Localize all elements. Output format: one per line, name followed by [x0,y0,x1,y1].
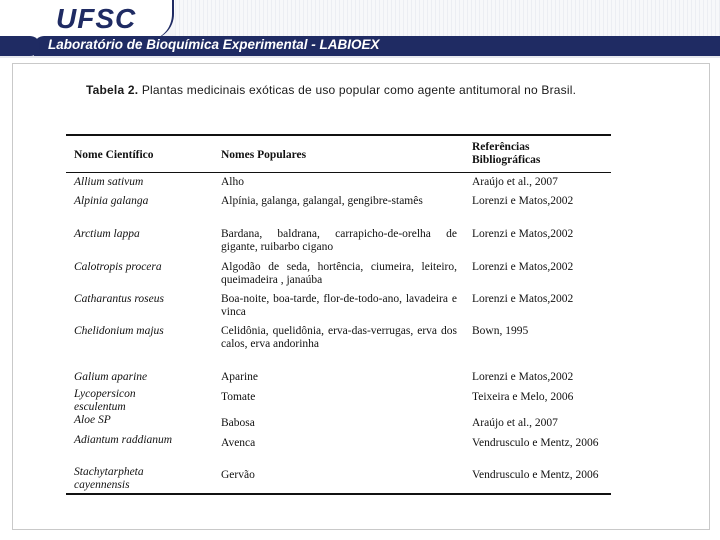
cell-reference: Araújo et al., 2007 [472,417,558,429]
table-top-rule [66,134,611,136]
cell-scientific: Adiantum raddianum [74,434,173,446]
cell-scientific: Catharantus roseus [74,293,164,305]
cell-reference: Lorenzi e Matos,2002 [472,293,574,305]
cell-reference: Lorenzi e Matos,2002 [472,371,574,383]
cell-scientific: Arctium lappa [74,228,140,240]
header-references: Referências Bibliográficas [472,141,541,166]
cell-scientific: Galium aparine [74,371,148,383]
cell-scientific: Aloe SP [74,414,111,426]
table-bottom-rule [66,493,611,495]
cell-popular: Alpínia, galanga, galangal, gengibre-stamês [221,195,423,207]
header-pattern [175,0,720,40]
caption-label: Tabela 2. [86,83,139,97]
cell-popular: Bardana, baldrana, carrapicho-de-orelha de gigante, ruibarbo cigano [221,228,457,253]
cell-popular: Boa-noite, boa-tarde, flor-de-todo-ano, lavadeira e vinca [221,293,457,318]
table-header-rule [66,172,611,173]
table-caption [86,81,606,100]
logo-container [0,0,174,40]
cell-popular: Alho [221,176,244,188]
lab-title-bar-accent [0,36,40,56]
cell-popular: Gervão [221,469,255,481]
caption-text: Plantas medicinais exóticas de uso popular como agente antitumoral no Brasil. [141,83,577,97]
header-popular-names: Nomes Populares [221,149,307,161]
cell-scientific: Allium sativum [74,176,144,188]
cell-reference: Vendrusculo e Mentz, 2006 [472,437,599,449]
cell-reference: Teixeira e Melo, 2006 [472,391,574,403]
cell-reference: Lorenzi e Matos,2002 [472,228,574,240]
cell-scientific: Lycopersicon esculentum [74,388,136,413]
cell-scientific: Calotropis procera [74,261,162,273]
cell-popular: Babosa [221,417,255,429]
cell-reference: Lorenzi e Matos,2002 [472,195,574,207]
ufsc-logo: UFSC [56,3,137,34]
cell-reference: Araújo et al., 2007 [472,176,558,188]
cell-reference: Lorenzi e Matos,2002 [472,261,574,273]
header-scientific-name: Nome Científico [74,149,154,161]
lab-title: Laboratório de Bioquímica Experimental - LABIOEX [48,37,380,52]
cell-popular: Celidônia, quelidônia, erva-das-verrugas, erva dos calos, erva andorinha [221,325,457,350]
cell-reference: Vendrusculo e Mentz, 2006 [472,469,599,481]
cell-scientific: Stachytarpheta cayennensis [74,466,144,491]
cell-popular: Tomate [221,391,256,403]
cell-scientific: Alpinia galanga [74,195,149,207]
cell-reference: Bown, 1995 [472,325,529,337]
cell-scientific: Chelidonium majus [74,325,164,337]
cell-popular: Aparine [221,371,259,383]
cell-popular: Algodão de seda, hortência, ciumeira, leiteiro, queimadeira , janaúba [221,261,457,286]
cell-popular: Avenca [221,437,256,449]
